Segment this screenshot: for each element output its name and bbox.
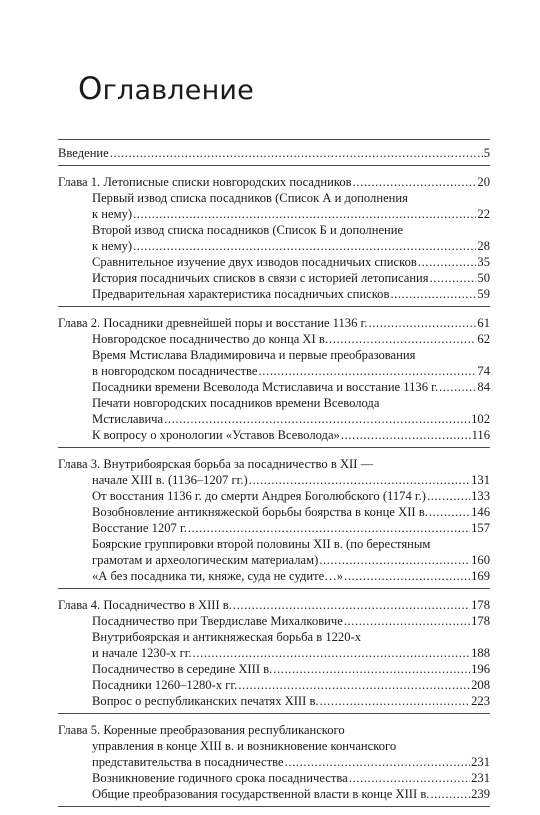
toc-section <box>58 597 490 714</box>
toc-page-number: 84 <box>477 380 490 394</box>
page-title-rest: главление <box>102 75 254 106</box>
toc-page-number: 178 <box>471 598 490 612</box>
toc-chapter-entry <box>58 174 490 190</box>
toc-leader-dots <box>188 520 470 536</box>
toc-entry <box>58 427 490 443</box>
toc-page-number: 133 <box>471 489 490 503</box>
toc-leader-dots <box>430 270 477 286</box>
toc-leader-dots <box>429 504 470 520</box>
toc-page-number: 74 <box>477 364 490 378</box>
toc-leader-dots <box>329 331 476 347</box>
toc-entry <box>58 504 490 520</box>
toc-entry-title: История посадничьих списков в связи с историей летописания <box>92 271 429 285</box>
toc-entry-title: Глава 5. Коренные преобразования республиканского <box>58 723 345 737</box>
toc-entry-title: Общие преобразования государственной власти в конце XIII в. <box>92 787 430 801</box>
toc-chapter-entry <box>58 315 490 331</box>
toc-page-number: 208 <box>471 678 490 692</box>
toc-entry-title: и начале 1230-х гг. <box>92 646 192 660</box>
toc-page-number: 116 <box>471 428 490 442</box>
toc-entry-title: Глава 2. Посадники древнейшей поры и восстание 1136 г. <box>58 316 368 330</box>
toc-entry <box>58 472 490 488</box>
toc-leader-dots <box>193 645 470 661</box>
toc-entry-title: к нему) <box>92 239 133 253</box>
toc-section <box>58 456 490 589</box>
toc-leader-dots <box>368 315 476 331</box>
toc-page-number: 35 <box>477 255 490 269</box>
toc-leader-dots <box>344 613 470 629</box>
toc-entry <box>58 568 490 584</box>
toc-entry-title: к нему) <box>92 207 133 221</box>
toc-entry-title: Посадничество при Твердиславе Михалковиче <box>92 614 343 628</box>
toc-section <box>58 174 490 307</box>
toc-section <box>58 315 490 448</box>
toc-entry <box>58 379 490 395</box>
toc-entry <box>58 238 490 254</box>
toc-leader-dots <box>133 238 476 254</box>
toc-entry <box>58 552 490 568</box>
toc-entry-title: «А без посадника ти, княже, суда не судите…» <box>92 569 344 583</box>
toc-leader-dots <box>285 754 471 770</box>
toc-leader-dots <box>238 677 470 693</box>
toc-entry <box>58 613 490 629</box>
toc-entry-title: Вопрос о республиканских печатях XIII в. <box>92 694 319 708</box>
toc-leader-dots <box>258 363 476 379</box>
toc-page-number: 22 <box>477 207 490 221</box>
toc-leader-dots <box>344 568 470 584</box>
toc-leader-dots <box>353 174 477 190</box>
toc-page-number: 61 <box>477 316 490 330</box>
toc-page-number: 59 <box>477 287 490 301</box>
toc-leader-dots <box>273 661 470 677</box>
toc-entry-title: управления в конце XIII в. и возникновение кончанского <box>92 739 397 753</box>
toc-entry-title: Посадники 1260–1280-х гг. <box>92 678 238 692</box>
toc-entry <box>58 677 490 693</box>
toc-page-number: 196 <box>471 662 490 676</box>
toc-entry-title: Глава 4. Посадничество в XIII в. <box>58 598 232 612</box>
toc-leader-dots <box>390 286 476 302</box>
table-of-contents <box>58 139 490 815</box>
toc-leader-dots <box>349 770 470 786</box>
toc-page-number: 50 <box>477 271 490 285</box>
toc-entry-title: Время Мстислава Владимировича и первые преобразования <box>92 348 416 362</box>
toc-entry <box>58 629 490 645</box>
toc-page-number: 169 <box>471 569 490 583</box>
toc-entry-title: Предварительная характеристика посадничьих списков <box>92 287 390 301</box>
toc-entry-title: Возникновение годичного срока посадничества <box>92 771 348 785</box>
toc-page-number: 231 <box>471 755 490 769</box>
toc-leader-dots <box>439 379 476 395</box>
toc-entry-title: От восстания 1136 г. до смерти Андрея Боголюбского (1174 г.) <box>92 489 426 503</box>
toc-entry-title: Печати новгородских посадников времени Всеволода <box>92 396 380 410</box>
toc-entry-title: Второй извод списка посадников (Список Б и дополнение <box>92 223 404 237</box>
page-title <box>78 71 254 107</box>
toc-chapter-entry <box>58 722 490 738</box>
toc-page-number: 223 <box>471 694 490 708</box>
toc-entry <box>58 488 490 504</box>
toc-entry-title: Введение <box>58 146 109 160</box>
toc-entry <box>58 754 490 770</box>
toc-page-number: 5 <box>483 146 490 160</box>
toc-entry <box>58 206 490 222</box>
toc-chapter-entry <box>58 597 490 613</box>
page-title-initial: О <box>78 71 103 107</box>
toc-entry <box>58 347 490 363</box>
toc-leader-dots <box>341 427 471 443</box>
toc-entry <box>58 395 490 411</box>
toc-leader-dots <box>249 472 470 488</box>
toc-entry-title: К вопросу о хронологии «Уставов Всеволода» <box>92 428 340 442</box>
toc-page-number: 62 <box>477 332 490 346</box>
toc-entry <box>58 645 490 661</box>
toc-entry <box>58 661 490 677</box>
toc-entry-title: Восстание 1207 г. <box>92 521 187 535</box>
toc-entry <box>58 286 490 302</box>
toc-entry <box>58 270 490 286</box>
toc-leader-dots <box>319 552 470 568</box>
toc-page-number: 188 <box>471 646 490 660</box>
toc-entry-title: Боярские группировки второй половины XII в. (по берестяным <box>92 537 431 551</box>
toc-entry <box>58 520 490 536</box>
toc-entry-title: начале XIII в. (1136–1207 гг.) <box>92 473 248 487</box>
toc-entry-title: Глава 1. Летописные списки новгородских посадников <box>58 175 352 189</box>
toc-leader-dots <box>133 206 476 222</box>
toc-entry <box>58 331 490 347</box>
toc-entry <box>58 363 490 379</box>
toc-chapter-entry <box>58 456 490 472</box>
toc-entry-title: Новгородское посадничество до конца XI в. <box>92 332 328 346</box>
toc-leader-dots <box>110 145 483 161</box>
toc-page-number: 231 <box>471 771 490 785</box>
toc-entry-title: Первый извод списка посадников (Список А и дополнения <box>92 191 408 205</box>
toc-entry <box>58 254 490 270</box>
toc-entry <box>58 693 490 709</box>
toc-leader-dots <box>233 597 470 613</box>
toc-page-number: 28 <box>477 239 490 253</box>
toc-entry <box>58 190 490 206</box>
toc-page-number: 239 <box>471 787 490 801</box>
toc-entry-title: Внутрибоярская и антикняжеская борьба в 1220-х <box>92 630 361 644</box>
toc-section <box>58 722 490 807</box>
toc-leader-dots <box>164 411 470 427</box>
toc-entry-title: Глава 3. Внутрибоярская борьба за посадничество в XII — <box>58 457 374 471</box>
toc-entry-title: Мстиславича <box>92 412 164 426</box>
toc-page-number: 20 <box>477 175 490 189</box>
toc-entry-title: Возобновление антикняжеской борьбы боярства в конце XII в. <box>92 505 428 519</box>
toc-entry <box>58 770 490 786</box>
toc-entry-title: представительства в посадничестве <box>92 755 284 769</box>
toc-page-number: 146 <box>471 505 490 519</box>
toc-entry <box>58 536 490 552</box>
toc-section <box>58 139 490 166</box>
toc-chapter-entry <box>58 145 490 161</box>
toc-entry-title: в новгородском посадничестве <box>92 364 258 378</box>
toc-entry <box>58 411 490 427</box>
toc-entry-title: грамотам и археологическим материалам) <box>92 553 319 567</box>
toc-entry-title: Посадничество в середине XIII в. <box>92 662 273 676</box>
toc-page-number: 102 <box>471 412 490 426</box>
toc-entry <box>58 738 490 754</box>
toc-entry-title: Сравнительное изучение двух изводов посадничьих списков <box>92 255 417 269</box>
toc-page-number: 157 <box>471 521 490 535</box>
toc-page-number: 131 <box>471 473 490 487</box>
toc-entry <box>58 222 490 238</box>
toc-leader-dots <box>418 254 477 270</box>
toc-leader-dots <box>320 693 471 709</box>
toc-entry-title: Посадники времени Всеволода Мстиславича и восстание 1136 г. <box>92 380 439 394</box>
toc-page-number: 160 <box>471 553 490 567</box>
toc-leader-dots <box>427 488 470 504</box>
toc-page-number: 178 <box>471 614 490 628</box>
